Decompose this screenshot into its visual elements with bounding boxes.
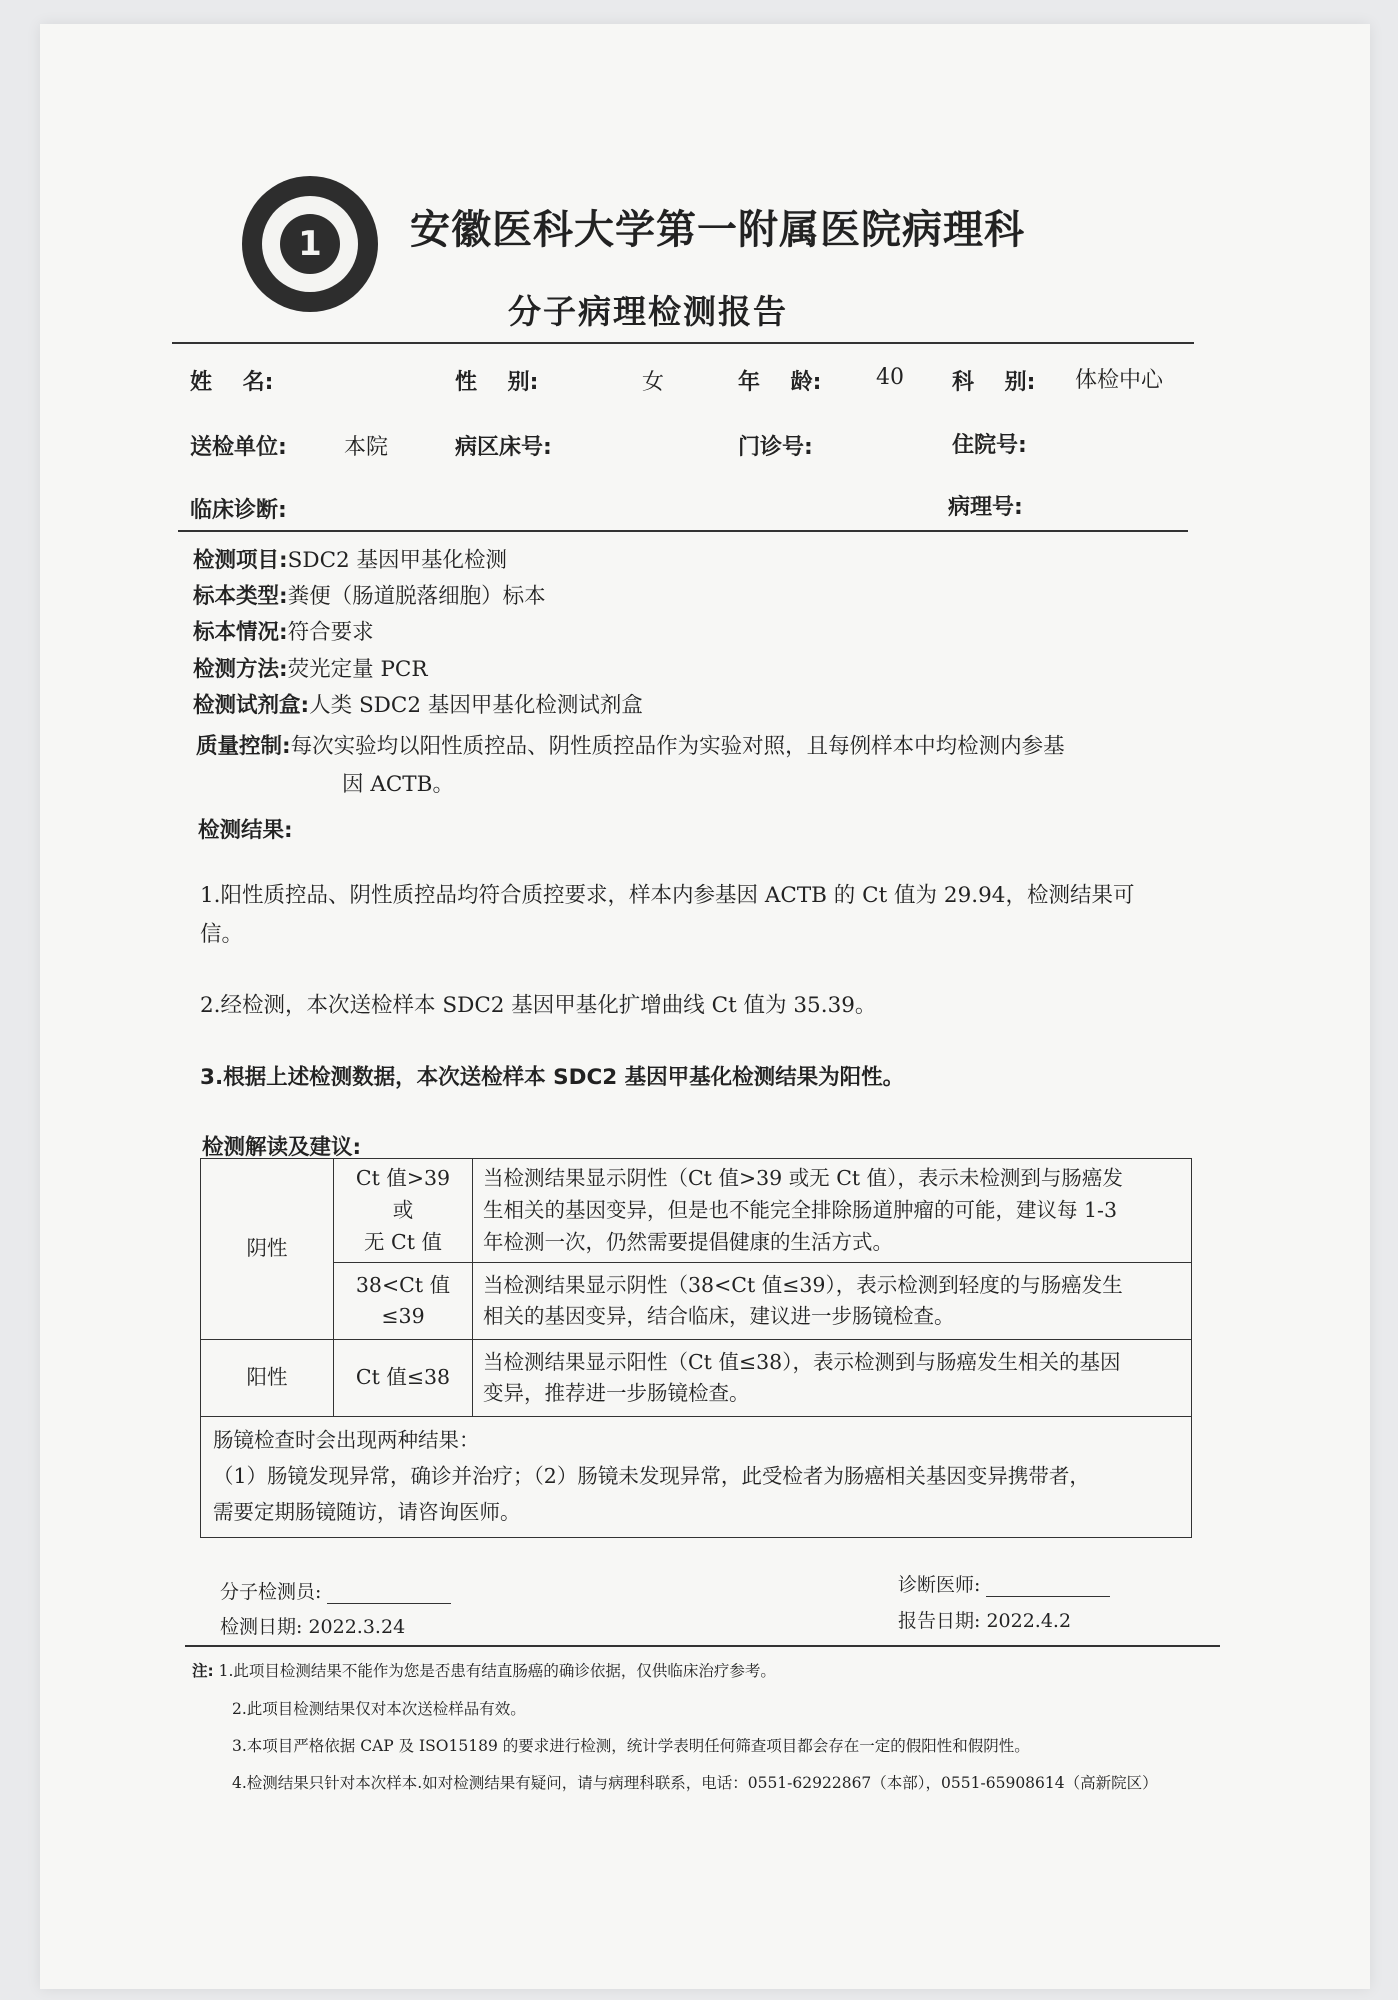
test-item-label: 检测项目: [193,548,288,573]
table-row [201,1417,1192,1538]
gender-label: 性 别: [455,370,539,395]
pos-explanation [473,1340,1192,1417]
result-1-line2: 信。 [200,922,244,947]
pathology-label: 病理号: [948,495,1023,520]
neg-explanation-2-line1: 当检测结果显示阴性（38<Ct 值≤39），表示检测到轻度的与肠癌发生 [483,1272,1123,1297]
neg-explanation-1-line2: 生相关的基因变异，但是也不能完全排除肠道肿瘤的可能，建议每 1-3 [483,1197,1118,1222]
pos-condition: Ct 值≤38 [334,1340,473,1417]
qc-label: 质量控制: [196,734,291,759]
interpretation-table [200,1158,1192,1538]
colonoscopy-note-line3: 需要定期肠镜随访，请咨询医师。 [213,1500,521,1525]
report-date-value: 2022.4.2 [986,1610,1072,1632]
tester-label: 分子检测员: [220,1581,322,1603]
tester-signature-line [327,1583,451,1604]
inpatient-label: 住院号: [952,433,1027,458]
neg-condition-1-line2: 无 Ct 值 [364,1229,442,1254]
note-4: 4.检测结果只针对本次样本.如对检测结果有疑问，请与病理科联系，电话：0551-62922867（本部），0551-65908614（高新院区） [232,1774,1158,1792]
doctor-label: 诊断医师: [898,1574,981,1596]
pos-explanation-line1: 当检测结果显示阳性（Ct 值≤38），表示检测到与肠癌发生相关的基因 [483,1349,1121,1374]
sender-label: 送检单位: [190,435,287,460]
age-label: 年 龄: [738,370,822,395]
ward-label: 病区床号: [455,435,552,460]
sample-status-value: 符合要求 [287,620,374,645]
neg-explanation-1-line1: 当检测结果显示阴性（Ct 值>39 或无 Ct 值），表示未检测到与肠癌发 [483,1166,1123,1190]
table-row [201,1263,1192,1340]
qc-value-line2: 因 ACTB。 [342,772,454,797]
neg-explanation-1-line3: 年检测一次，仍然需要提倡健康的生活方式。 [483,1229,893,1254]
test-date-row [220,1612,405,1639]
method-value: 荧光定量 PCR [287,657,428,682]
sender-value: 本院 [344,435,389,460]
method-row [193,652,428,683]
diagnosis-label: 临床诊断: [190,498,287,523]
gender-value: 女 [642,370,665,395]
method-label: 检测方法: [193,657,288,682]
neg-condition-1 [334,1159,473,1263]
result-3: 3.根据上述检测数据，本次送检样本 SDC2 基因甲基化检测结果为阳性。 [200,1065,905,1090]
doctor-signature-line [986,1576,1110,1597]
clinic-label: 门诊号: [738,435,813,460]
hospital-logo [242,176,378,312]
sample-status-row [193,615,374,646]
notes-divider [185,1645,1220,1647]
note-1-row [192,1659,776,1681]
kit-row [193,688,643,719]
neg-explanation-2 [473,1263,1192,1340]
sample-status-label: 标本情况: [193,620,288,645]
sample-type-row [193,579,546,610]
sample-type-label: 标本类型: [193,584,288,609]
test-date-value: 2022.3.24 [308,1616,406,1638]
neg-explanation-2-line2: 相关的基因变异，结合临床，建议进一步肠镜检查。 [483,1304,955,1329]
result-1-line1: 1.阳性质控品、阴性质控品均符合质控要求，样本内参基因 ACTB 的 Ct 值为 29.94，检测结果可 [200,883,1135,908]
dept-label: 科 别: [952,370,1036,395]
report-date-label: 报告日期: [898,1610,981,1632]
note-2: 2.此项目检测结果仅对本次送检样品有效。 [232,1700,526,1718]
note-3: 3.本项目严格依据 CAP 及 ISO15189 的要求进行检测，统计学表明任何筛查项目都会存在一定的假阳性和假阴性。 [232,1737,1030,1755]
sample-type-value: 粪便（肠道脱落细胞）标本 [287,584,546,609]
colonoscopy-note-line1: 肠镜检查时会出现两种结果： [213,1428,480,1453]
age-value: 40 [876,365,904,390]
table-row [201,1159,1192,1263]
kit-value: 人类 SDC2 基因甲基化检测试剂盒 [309,693,643,718]
note-1: 1.此项目检测结果不能作为您是否患有结直肠癌的确诊依据，仅供临床治疗参考。 [218,1662,776,1680]
test-date-label: 检测日期: [220,1616,303,1638]
colonoscopy-note [201,1417,1192,1538]
header-divider [172,342,1194,344]
interpretation-heading: 检测解读及建议: [202,1135,362,1160]
neg-condition-2: 38<Ct 值≤39 [334,1263,473,1340]
results-heading: 检测结果: [198,818,293,843]
qc-row [196,729,1065,760]
hospital-logo-ring [262,196,358,292]
test-item-row [193,543,507,574]
positive-cell: 阳性 [201,1340,334,1417]
qc-value-line1: 每次实验均以阳性质控品、阴性质控品作为实验对照，且每例样本中均检测内参基 [290,734,1065,759]
negative-cell: 阴性 [201,1159,334,1340]
doctor-row [898,1570,1110,1597]
neg-condition-1-line1: Ct 值>39 或 [355,1166,451,1222]
neg-explanation-1 [473,1159,1192,1263]
hospital-logo-emblem: 1 [280,214,340,274]
name-label: 姓 名: [190,370,274,395]
pos-explanation-line2: 变异，推荐进一步肠镜检查。 [483,1381,750,1406]
tester-row [220,1577,451,1604]
notes-prefix: 注: [192,1662,214,1680]
report-title: 分子病理检测报告 [508,292,788,331]
table-row [201,1340,1192,1417]
test-item-value: SDC2 基因甲基化检测 [287,548,508,573]
colonoscopy-note-line2: （1）肠镜发现异常，确诊并治疗；（2）肠镜未发现异常，此受检者为肠癌相关基因变异携带者， [213,1464,1090,1489]
result-2: 2.经检测，本次送检样本 SDC2 基因甲基化扩增曲线 Ct 值为 35.39。 [200,993,877,1018]
dept-value: 体检中心 [1075,368,1164,393]
info-divider [178,530,1188,532]
report-date-row [898,1606,1071,1633]
kit-label: 检测试剂盒: [193,693,310,718]
hospital-title: 安徽医科大学第一附属医院病理科 [410,207,1025,253]
